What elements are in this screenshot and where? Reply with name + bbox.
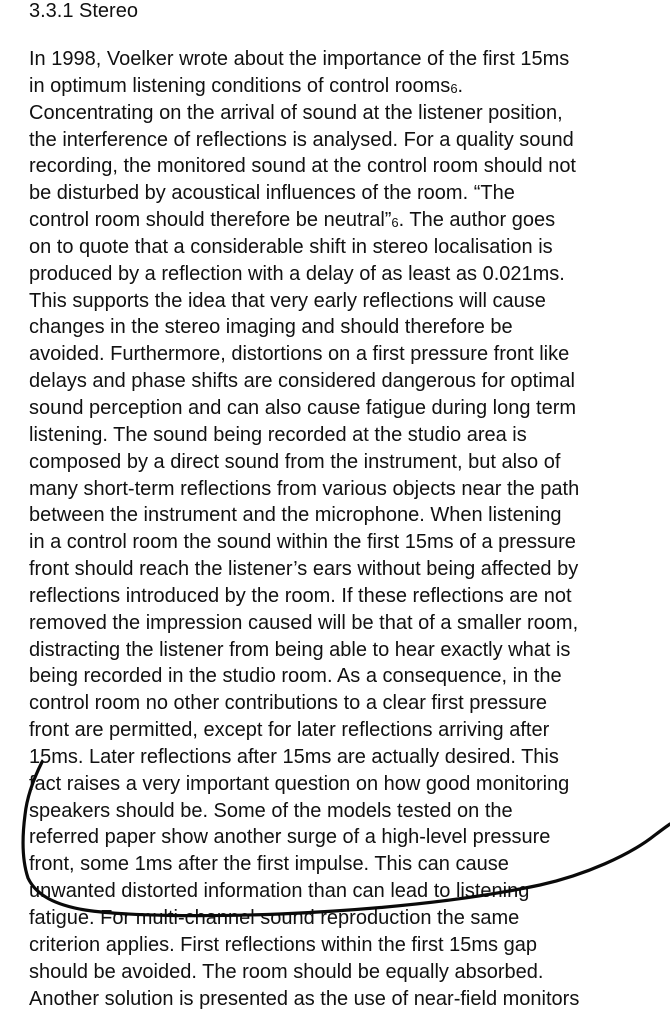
section-heading: 3.3.1 Stereo [29, 0, 138, 22]
text-line: front, some 1ms after the first impulse. This can cause [29, 853, 509, 876]
text-line: In 1998, Voelker wrote about the importance of the first 15ms [29, 48, 570, 70]
text-line: Another solution is presented as the use of near-field monitors [29, 987, 580, 1010]
text-line: distracting the listener from being able to hear exactly what is [29, 638, 571, 661]
text-line: 15ms. Later reflections after 15ms are actually desired. This [29, 745, 559, 768]
text-line: in a control room the sound within the first 15ms of a pressure [29, 531, 576, 554]
text-line: referred paper show another surge of a high-level pressure [29, 826, 551, 849]
footnote-ref: 6 [391, 215, 399, 231]
text-line: on to quote that a considerable shift in stereo localisation is [29, 235, 553, 258]
text-line: Concentrating on the arrival of sound at the listener position, [29, 101, 563, 124]
text-line: control room no other contributions to a clear first pressure [29, 692, 548, 715]
text-line: be disturbed by acoustical influences of the room. “The [29, 182, 515, 205]
text-line: sound perception and can also cause fatigue during long term [29, 396, 577, 419]
text-line: fact raises a very important question on how good monitoring [29, 772, 570, 795]
text-line: front should reach the listener’s ears without being affected by [29, 558, 579, 581]
text-line: listening. The sound being recorded at the studio area is [29, 423, 527, 446]
text-line: many short-term reflections from various objects near the path [29, 477, 580, 500]
body-paragraph [29, 46, 669, 1012]
text-line: changes in the stereo imaging and should therefore be [29, 316, 513, 339]
text-line: fatigue. For multi-channel sound reproduction the same [29, 907, 520, 929]
text-line: produced by a reflection with a delay of as least as 0.021ms. [29, 262, 565, 285]
text-line: front are permitted, except for later reflections arriving after [29, 719, 550, 742]
text-line: between the instrument and the microphone. When listening [29, 504, 562, 527]
text-line: delays and phase shifts are considered dangerous for optimal [29, 370, 575, 393]
text-line: criterion applies. First reflections within the first 15ms gap [29, 933, 537, 956]
text-line: This supports the idea that very early reflections will cause [29, 289, 546, 312]
text-line: the interference of reflections is analysed. For a quality sound [29, 128, 574, 151]
text-line: being recorded in the studio room. As a consequence, in the [29, 665, 562, 688]
text-line: should be avoided. The room should be equally absorbed. [29, 960, 544, 983]
text-line: in optimum listening conditions of control rooms6. [29, 74, 464, 97]
text-line: reflections introduced by the room. If these reflections are not [29, 584, 572, 607]
text-line: avoided. Furthermore, distortions on a first pressure front like [29, 343, 570, 366]
text-line: unwanted distorted information than can lead to listening [29, 880, 530, 903]
text-line: control room should therefore be neutral”6. The author goes [29, 209, 556, 232]
text-line: speakers should be. Some of the models tested on the [29, 799, 513, 822]
footnote-ref: 6 [450, 80, 458, 96]
text-line: removed the impression caused will be that of a smaller room, [29, 611, 579, 634]
text-line: recording, the monitored sound at the control room should not [29, 155, 576, 178]
text-line: composed by a direct sound from the instrument, but also of [29, 450, 561, 473]
